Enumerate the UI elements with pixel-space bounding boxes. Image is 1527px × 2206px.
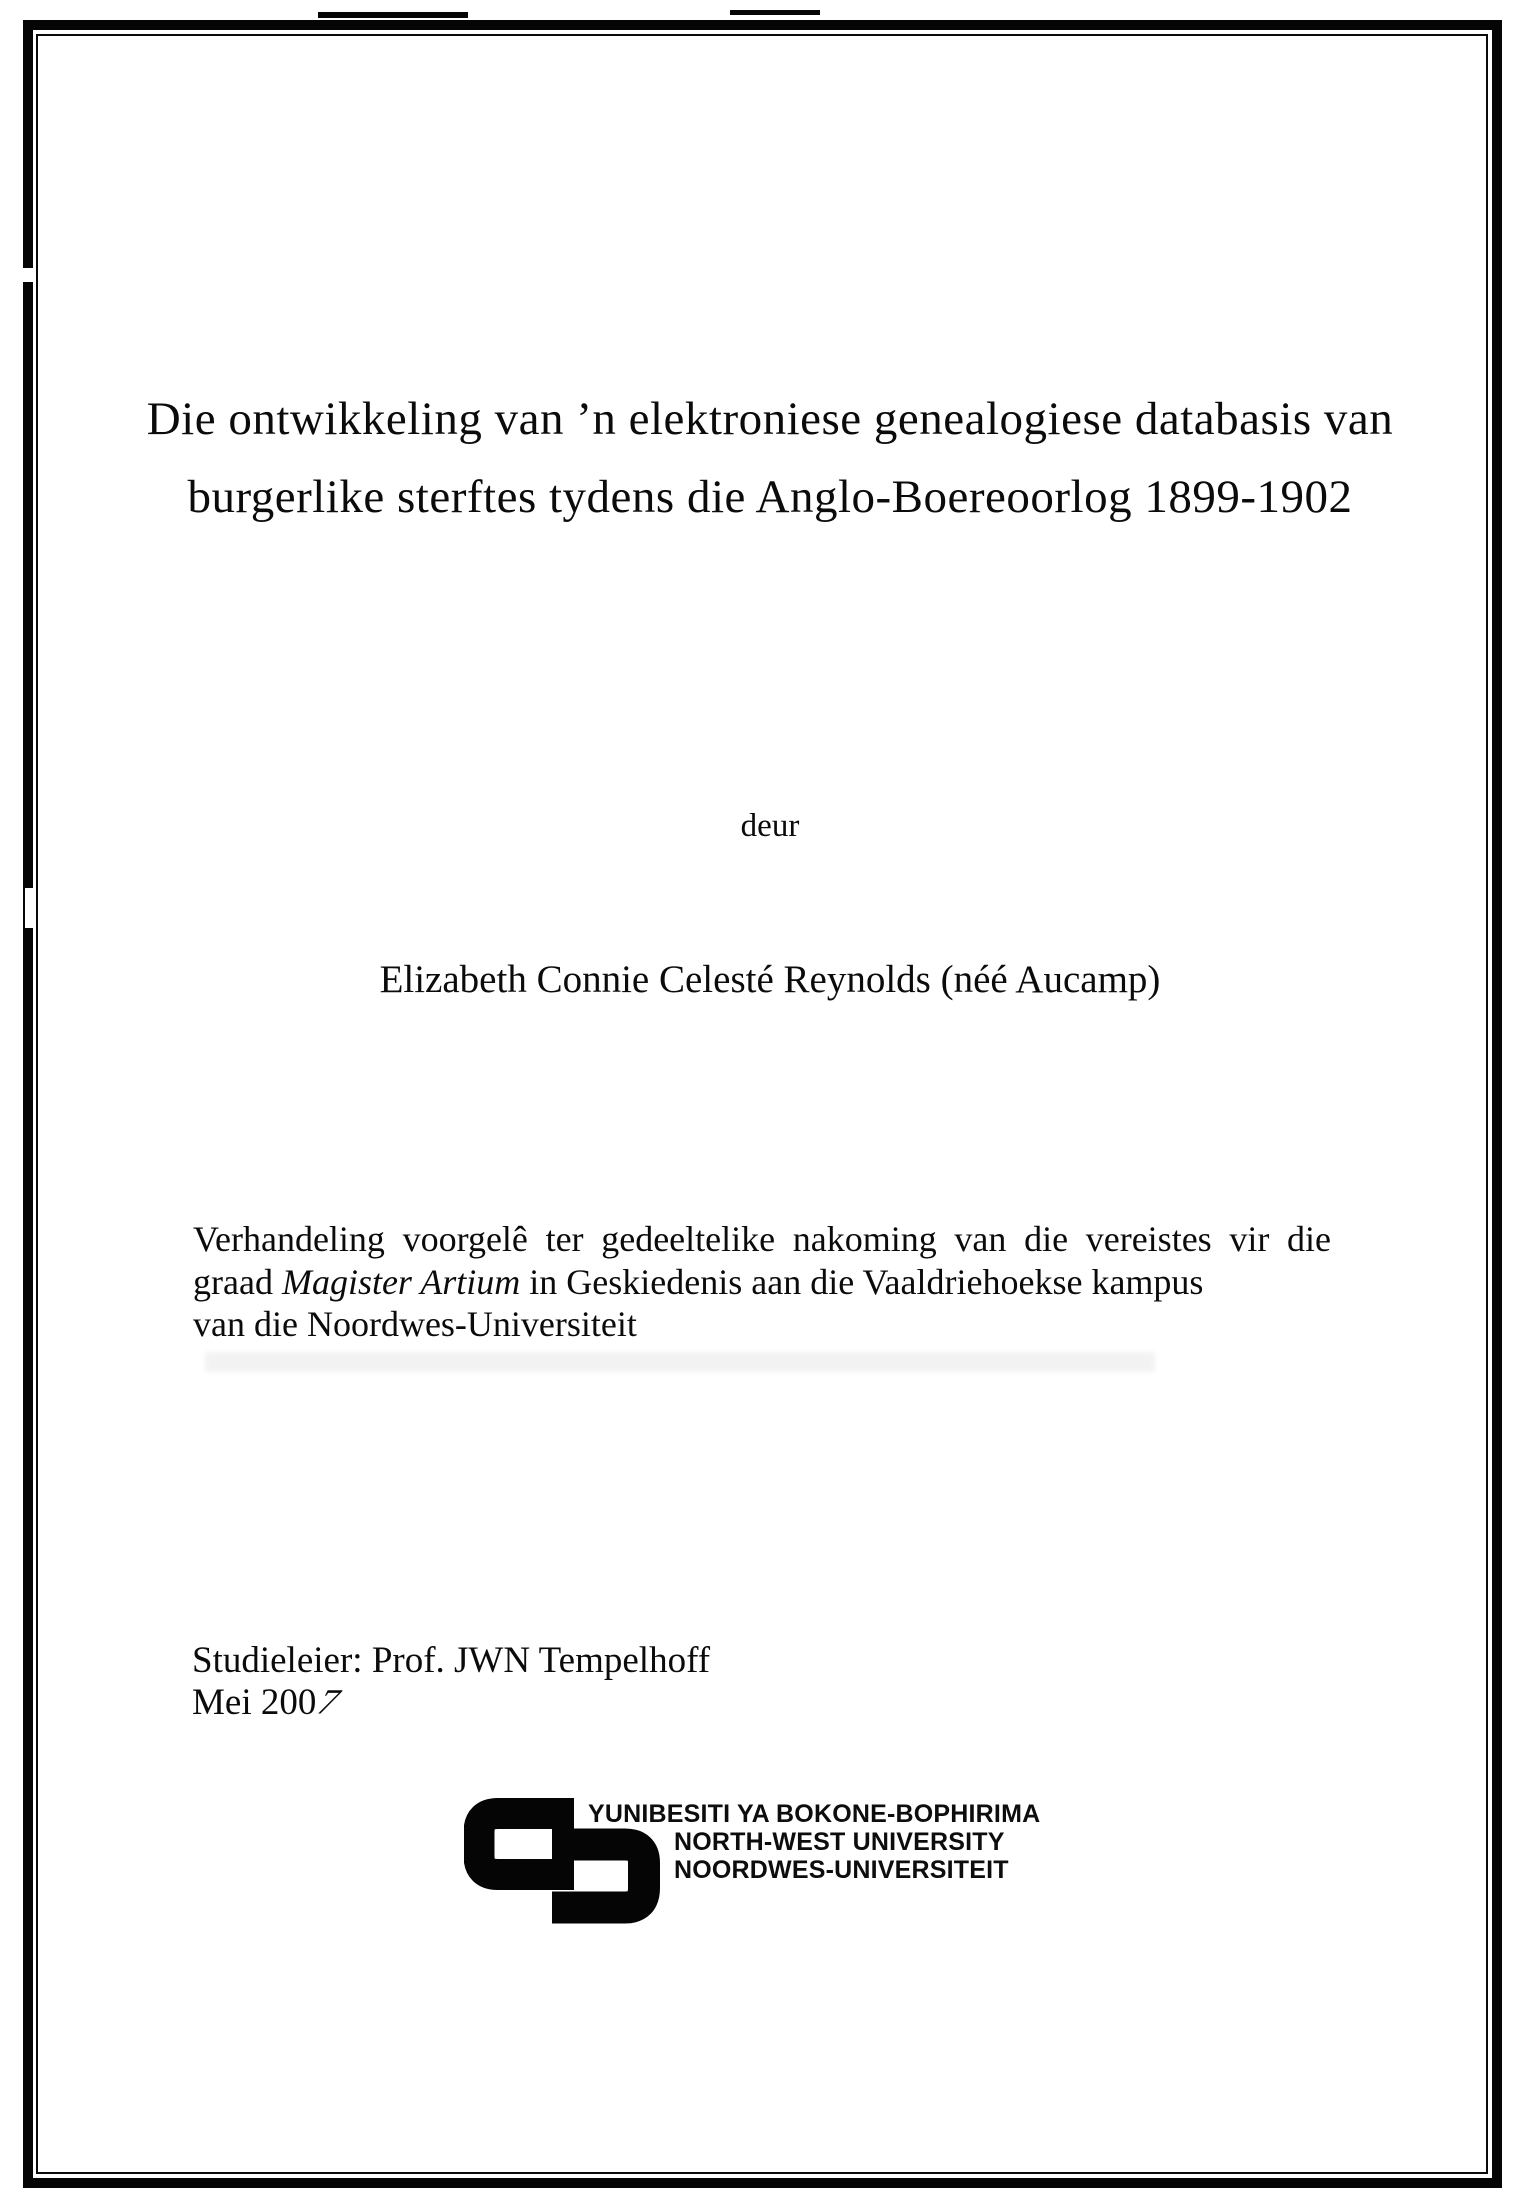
degree-statement-line3: van die Noordwes-Universiteit [193,1304,637,1344]
degree-name-italic: Magister Artium [281,1261,521,1302]
supervisor-line: Studieleier: Prof. JWN Tempelhoff [192,1640,711,1681]
degree-statement [193,1218,1331,1346]
degree-statement-line2-prefix: graad [193,1261,282,1302]
supervisor-block [192,1640,710,1724]
thesis-title-line2: burgerlike sterftes tydens die Anglo-Boereoorlog 1899-1902 [187,471,1353,523]
byline: deur [740,808,800,844]
thesis-title [50,380,1490,536]
scan-artifact [23,268,33,282]
logo-line-english: NORTH-WEST UNIVERSITY [674,1828,1005,1856]
scan-artifact [205,1352,1155,1372]
date-prefix: Mei 200 [192,1682,317,1723]
degree-statement-line2-suffix: in Geskiedenis aan die Vaaldriehoekse kampus [520,1261,1204,1302]
scan-artifact [25,888,34,928]
author-name: Elizabeth Connie Celesté Reynolds (néé Aucamp) [379,958,1161,1001]
thesis-title-line1: Die ontwikkeling van ’n elektroniese genealogiese databasis van [146,393,1394,445]
degree-statement-line1: Verhandeling voorgelê ter gedeeltelike nakoming van die vereistes vir die [193,1219,1331,1259]
date-last-digit: 7 [309,1682,348,1723]
scan-artifact [318,12,468,18]
logo-line-setswana: YUNIBESITI YA BOKONE-BOPHIRIMA [588,1800,1041,1828]
university-logo-text [588,1800,1040,1884]
scan-artifact [730,10,820,15]
logo-line-afrikaans: NOORDWES-UNIVERSITEIT [674,1856,1009,1884]
date-line [192,1682,710,1724]
degree-statement-line2 [193,1261,1331,1304]
